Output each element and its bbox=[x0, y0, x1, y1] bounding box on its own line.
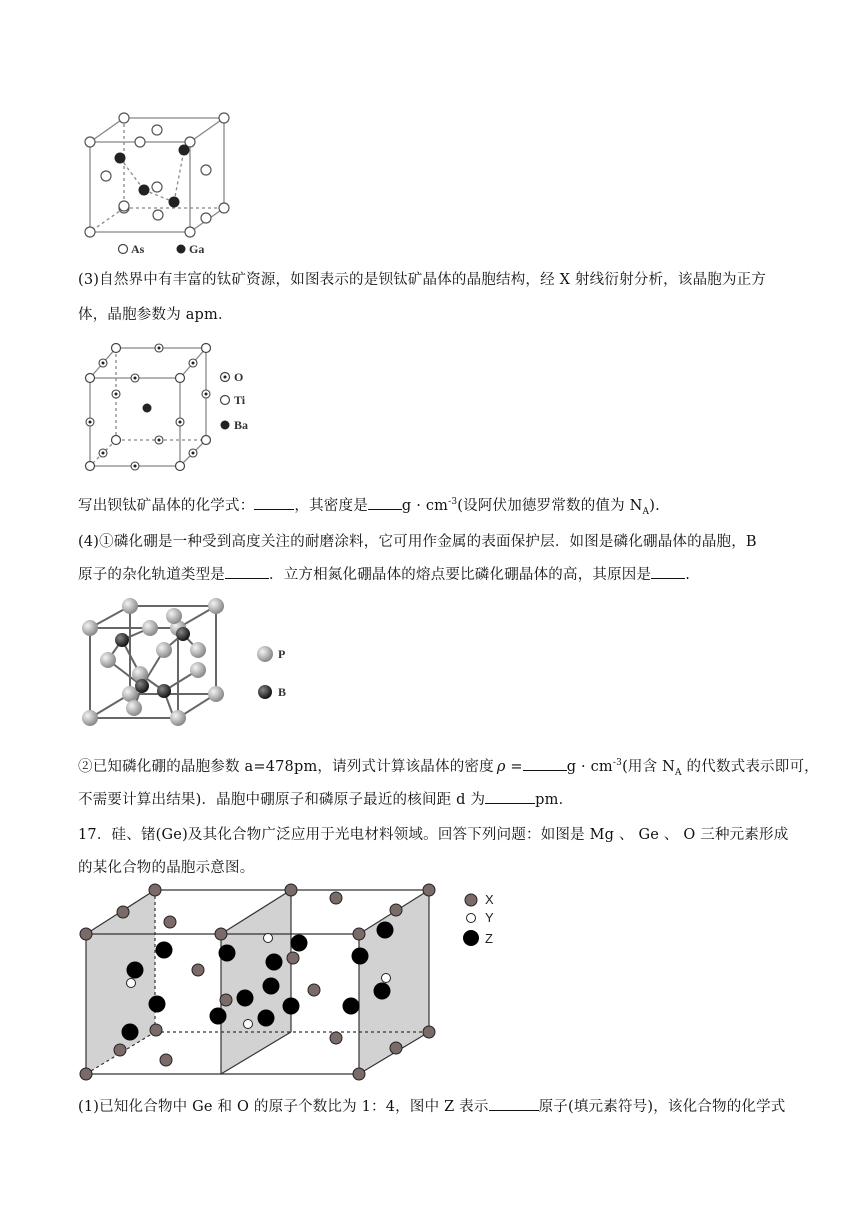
legend-o: O bbox=[234, 370, 244, 384]
mg-ge-o-cell-figure bbox=[78, 882, 508, 1082]
bp-cell-figure bbox=[78, 598, 298, 730]
q4-unit: g · cm bbox=[566, 759, 613, 775]
q4-line2 bbox=[78, 563, 690, 584]
q4-line3-a: ②已知磷化硼的晶胞参数 a=478pm，请列式计算该晶体的密度 bbox=[78, 759, 494, 775]
q4-line4-b: pm． bbox=[535, 792, 574, 808]
legend-x: X bbox=[485, 892, 494, 907]
q4-unit-exp: -3 bbox=[612, 758, 623, 769]
legend-z: Z bbox=[485, 931, 493, 946]
legend-as: As bbox=[131, 242, 145, 256]
batio3-cell-figure bbox=[78, 340, 268, 475]
legend-b: B bbox=[278, 685, 287, 699]
q4-line2-b: ．立方相氮化硼晶体的熔点要比磷化硼晶体的高，其原因是 bbox=[269, 567, 652, 583]
q4-line2-a: 原子的杂化轨道类型是 bbox=[78, 567, 225, 583]
legend-y: Y bbox=[485, 910, 494, 925]
q17-line3 bbox=[78, 1095, 786, 1116]
legend-ti: Ti bbox=[234, 393, 246, 407]
q4-line4-a: 不需要计算出结果)．晶胞中硼原子和磷原子最近的核间距 d 为 bbox=[78, 792, 486, 808]
q4-line4 bbox=[78, 788, 573, 809]
q3-line3-b: ，其密度是 bbox=[294, 498, 368, 514]
q3-unit: g · cm bbox=[401, 498, 449, 514]
q4-line3 bbox=[78, 755, 819, 778]
answer-blank-bp-density[interactable] bbox=[523, 756, 567, 771]
q3-unit-exp: -3 bbox=[448, 497, 458, 508]
q17-line3-b: 原子(填元素符号)，该化合物的化学式 bbox=[538, 1099, 786, 1115]
q3-line3 bbox=[78, 494, 660, 517]
q3-line3-c: (设阿伏加德罗常数的值为 N bbox=[457, 498, 643, 514]
q3-na-sub: A bbox=[642, 506, 650, 517]
answer-blank-distance[interactable] bbox=[485, 789, 535, 804]
q17-line1: 17．硅、锗(Ge)及其化合物广泛应用于光电材料领域。回答下列问题：如图是 Mg 、 Ge 、 O 三种元素形成 bbox=[78, 827, 789, 843]
gaas-cell-figure bbox=[78, 110, 238, 258]
q4-line3-b: (用含 N bbox=[622, 759, 676, 775]
q3-line1: (3)自然界中有丰富的钛矿资源，如图表示的是钡钛矿晶体的晶胞结构，经 X 射线衍射分析，该晶胞为正方 bbox=[78, 272, 767, 288]
rho-symbol: ρ = bbox=[496, 759, 523, 775]
q3-line3-d: ). bbox=[649, 498, 660, 514]
q4-line3-c: 的代数式表示即可， bbox=[681, 759, 819, 775]
answer-blank-z-element[interactable] bbox=[489, 1096, 539, 1111]
answer-blank-formula[interactable] bbox=[254, 495, 294, 510]
legend-ga: Ga bbox=[189, 242, 205, 256]
q4-na-sub: A bbox=[675, 767, 682, 778]
q3-line2: 体，晶胞参数为 apm． bbox=[78, 307, 233, 323]
legend-ba: Ba bbox=[234, 418, 249, 432]
answer-blank-reason[interactable] bbox=[651, 564, 685, 579]
legend-p: P bbox=[278, 647, 286, 661]
answer-blank-density[interactable] bbox=[368, 495, 402, 510]
q4-line1: (4)①磷化硼是一种受到高度关注的耐磨涂料，它可用作金属的表面保护层．如图是磷化硼晶体的晶胞，B bbox=[78, 534, 757, 550]
q3-line3-a: 写出钡钛矿晶体的化学式： bbox=[78, 498, 255, 514]
q4-line2-c: . bbox=[685, 567, 691, 583]
answer-blank-hybrid[interactable] bbox=[225, 564, 269, 579]
q17-line3-a: (1)已知化合物中 Ge 和 O 的原子个数比为 1：4，图中 Z 表示 bbox=[78, 1099, 489, 1115]
q17-line2: 的某化合物的晶胞示意图。 bbox=[78, 860, 255, 876]
